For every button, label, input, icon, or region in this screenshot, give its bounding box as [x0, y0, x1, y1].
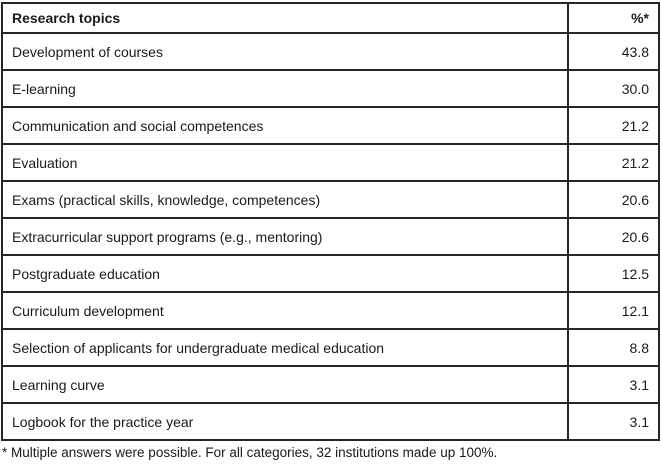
table-row — [2, 144, 659, 181]
percent-cell: 8.8 — [568, 329, 659, 366]
percent-cell: 21.2 — [568, 107, 659, 144]
topic-cell: Evaluation — [2, 144, 568, 181]
table-footnote: * Multiple answers were possible. For all categories, 32 institutions made up 100%. — [2, 445, 498, 460]
percent-cell: 20.6 — [568, 181, 659, 218]
percent-cell: 3.1 — [568, 403, 659, 440]
table-row — [2, 329, 659, 366]
topic-cell: E-learning — [2, 70, 568, 107]
table-row — [2, 292, 659, 329]
percent-cell: 20.6 — [568, 218, 659, 255]
table-row — [2, 33, 659, 70]
research-topics-table — [1, 2, 660, 441]
table-body — [2, 33, 659, 440]
topic-cell: Curriculum development — [2, 292, 568, 329]
percent-cell: 30.0 — [568, 70, 659, 107]
topic-cell: Exams (practical skills, knowledge, competences) — [2, 181, 568, 218]
table-row — [2, 107, 659, 144]
header-research-topics: Research topics — [2, 3, 568, 33]
topic-cell: Communication and social competences — [2, 107, 568, 144]
table-row — [2, 218, 659, 255]
percent-cell: 21.2 — [568, 144, 659, 181]
percent-cell: 3.1 — [568, 366, 659, 403]
topic-cell: Learning curve — [2, 366, 568, 403]
table-row — [2, 181, 659, 218]
topic-cell: Development of courses — [2, 33, 568, 70]
header-percent: %* — [568, 3, 659, 33]
table-row — [2, 255, 659, 292]
table-row — [2, 403, 659, 440]
topic-cell: Logbook for the practice year — [2, 403, 568, 440]
percent-cell: 12.5 — [568, 255, 659, 292]
topic-cell: Postgraduate education — [2, 255, 568, 292]
topic-cell: Extracurricular support programs (e.g., mentoring) — [2, 218, 568, 255]
table-header — [2, 3, 659, 33]
table-row — [2, 366, 659, 403]
table-row — [2, 70, 659, 107]
header-row — [2, 3, 659, 33]
percent-cell: 43.8 — [568, 33, 659, 70]
topic-cell: Selection of applicants for undergraduate medical education — [2, 329, 568, 366]
percent-cell: 12.1 — [568, 292, 659, 329]
